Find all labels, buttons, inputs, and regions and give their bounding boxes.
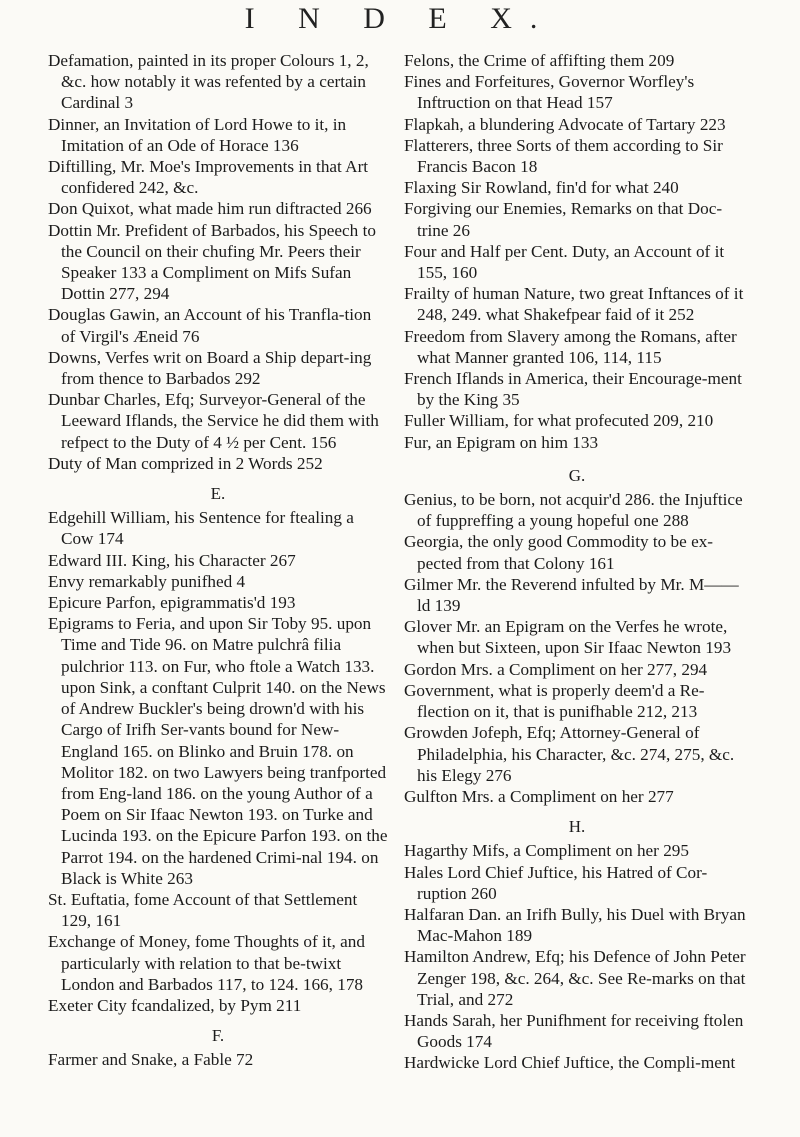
- index-entry: Epicure Parfon, epigrammatis'd 193: [48, 593, 296, 613]
- index-entry: Government, what is properly deem'd a Re-flection on it, that is punifhable 212, 213: [404, 680, 705, 722]
- index-entry: Hagarthy Mifs, a Compliment on her 295: [404, 841, 689, 861]
- index-entry: Dottin Mr. Prefident of Barbados, his Speech to the Council on their chufing Mr. Peers their Speaker 133 a Compliment on Mifs Sufan Dottin 277, 294: [48, 220, 376, 304]
- index-entry: Four and Half per Cent. Duty, an Account of it 155, 160: [404, 241, 725, 283]
- index-entry: Fines and Forfeitures, Governor Worfley's Inftruction on that Head 157: [404, 72, 695, 113]
- index-entry: Douglas Gawin, an Account of his Tranfla-tion of Virgil's Æneid 76: [48, 305, 372, 346]
- index-entry: Defamation, painted in its proper Colours 1, 2, &c. how notably it was refented by a certain Cardinal 3: [48, 51, 369, 113]
- index-entry: Halfaran Dan. an Irifh Bully, his Duel with Bryan Mac-Mahon 189: [404, 904, 746, 946]
- index-entry: Gordon Mrs. a Compliment on her 277, 294: [404, 659, 708, 679]
- index-entry: Epigrams to Feria, and upon Sir Toby 95. upon Time and Tide 96. on Matre pulchrâ filia pulchrior 113. on Fur, who ftole a Watch 133. upon Sink, a conftant Culprit 140. on the News of Andrew Buckler's being drown'd with his Cargo of Irifh Ser-vants bound for New-England 165. on Blinko and Bruin 178. on Molitor 182. on two Lawyers being tranfported from Eng-land 186. on the young Author of a Poem on Sir Ifaac Newton 193. on Turke and Lucinda 193. on the Epicure Parfon 193. on the Parrot 194. on the hardened Crimi-nal 194. on Black is White 263: [48, 614, 388, 888]
- index-entry: French Iflands in America, their Encourage-ment by the King 35: [404, 369, 742, 410]
- index-entry: Duty of Man comprized in 2 Words 252: [48, 453, 323, 473]
- section-letter-h: H.: [568, 817, 586, 837]
- page-header: I N D E X.: [244, 2, 556, 35]
- index-entry: Downs, Verfes writ on Board a Ship depart-ing from thence to Barbados 292: [48, 347, 372, 389]
- index-entry: Freedom from Slavery among the Romans, after what Manner granted 106, 114, 115: [404, 326, 737, 367]
- index-entry: Diftilling, Mr. Moe's Improvements in that Art confidered 242, &c.: [48, 157, 369, 198]
- index-entry: Hands Sarah, her Punifhment for receiving ftolen Goods 174: [404, 1010, 744, 1052]
- index-entry: Hardwicke Lord Chief Juftice, the Compli-ment: [404, 1053, 736, 1073]
- index-entry: Farmer and Snake, a Fable 72: [48, 1050, 254, 1070]
- index-entry: Gilmer Mr. the Reverend infulted by Mr. M——ld 139: [404, 574, 739, 616]
- index-entry: Growden Jofeph, Efq; Attorney-General of Philadelphia, his Character, &c. 274, 275, &c. his Elegy 276: [404, 723, 735, 785]
- index-entry: Forgiving our Enemies, Remarks on that Doc-trine 26: [404, 199, 723, 240]
- index-entry: Exchange of Money, fome Thoughts of it, and particularly with relation to that be-twixt London and Barbados 117, to 124. 166, 178: [48, 932, 365, 994]
- index-entry: Exeter City fcandalized, by Pym 211: [48, 995, 302, 1015]
- index-entry: Don Quixot, what made him run diftracted 266: [48, 199, 372, 219]
- index-entry: Dinner, an Invitation of Lord Howe to it, in Imitation of an Ode of Horace 136: [48, 114, 347, 155]
- index-entry: Gulfton Mrs. a Compliment on her 277: [404, 786, 674, 806]
- index-entry: Edgehill William, his Sentence for ftealing a Cow 174: [48, 508, 354, 549]
- index-entry: Flaxing Sir Rowland, fin'd for what 240: [404, 178, 679, 198]
- index-entry: Envy remarkably punifhed 4: [48, 571, 246, 591]
- section-letter-g: G.: [568, 465, 586, 485]
- index-entry: Frailty of human Nature, two great Inftances of it 248, 249. what Shakefpear faid of it 252: [404, 284, 744, 325]
- section-letter-e: E.: [210, 484, 226, 504]
- right-column: [404, 50, 750, 1074]
- index-entry: Genius, to be born, not acquir'd 286. the Injuftice of fuppreffing a young hopeful one 288: [404, 490, 743, 531]
- index-entry: Felons, the Crime of affifting them 209: [404, 51, 675, 70]
- left-column: [48, 50, 388, 1071]
- index-entry: Fur, an Epigram on him 133: [404, 432, 599, 452]
- index-entry: Flatterers, three Sorts of them according to Sir Francis Bacon 18: [404, 135, 723, 177]
- index-entry: St. Euftatia, fome Account of that Settlement 129, 161: [48, 889, 358, 931]
- index-entry: Glover Mr. an Epigram on the Verfes he wrote, when but Sixteen, upon Sir Ifaac Newton 193: [404, 617, 732, 658]
- index-entry: Flapkah, a blundering Advocate of Tartary 223: [404, 114, 726, 134]
- index-entry: Hales Lord Chief Juftice, his Hatred of Cor-ruption 260: [404, 862, 708, 903]
- index-entry: Hamilton Andrew, Efq; his Defence of John Peter Zenger 198, &c. 264, &c. See Re-marks on that Trial, and 272: [404, 947, 746, 1009]
- index-entry: Edward III. King, his Character 267: [48, 550, 296, 570]
- section-letter-f: F.: [211, 1026, 225, 1046]
- index-entry: Georgia, the only good Commodity to be ex-pected from that Colony 161: [404, 532, 714, 573]
- index-entry: Fuller William, for what profecuted 209, 210: [404, 411, 714, 431]
- index-entry: Dunbar Charles, Efq; Surveyor-General of the Leeward Iflands, the Service he did them with refpect to the Duty of 4 ½ per Cent. 156: [48, 390, 379, 452]
